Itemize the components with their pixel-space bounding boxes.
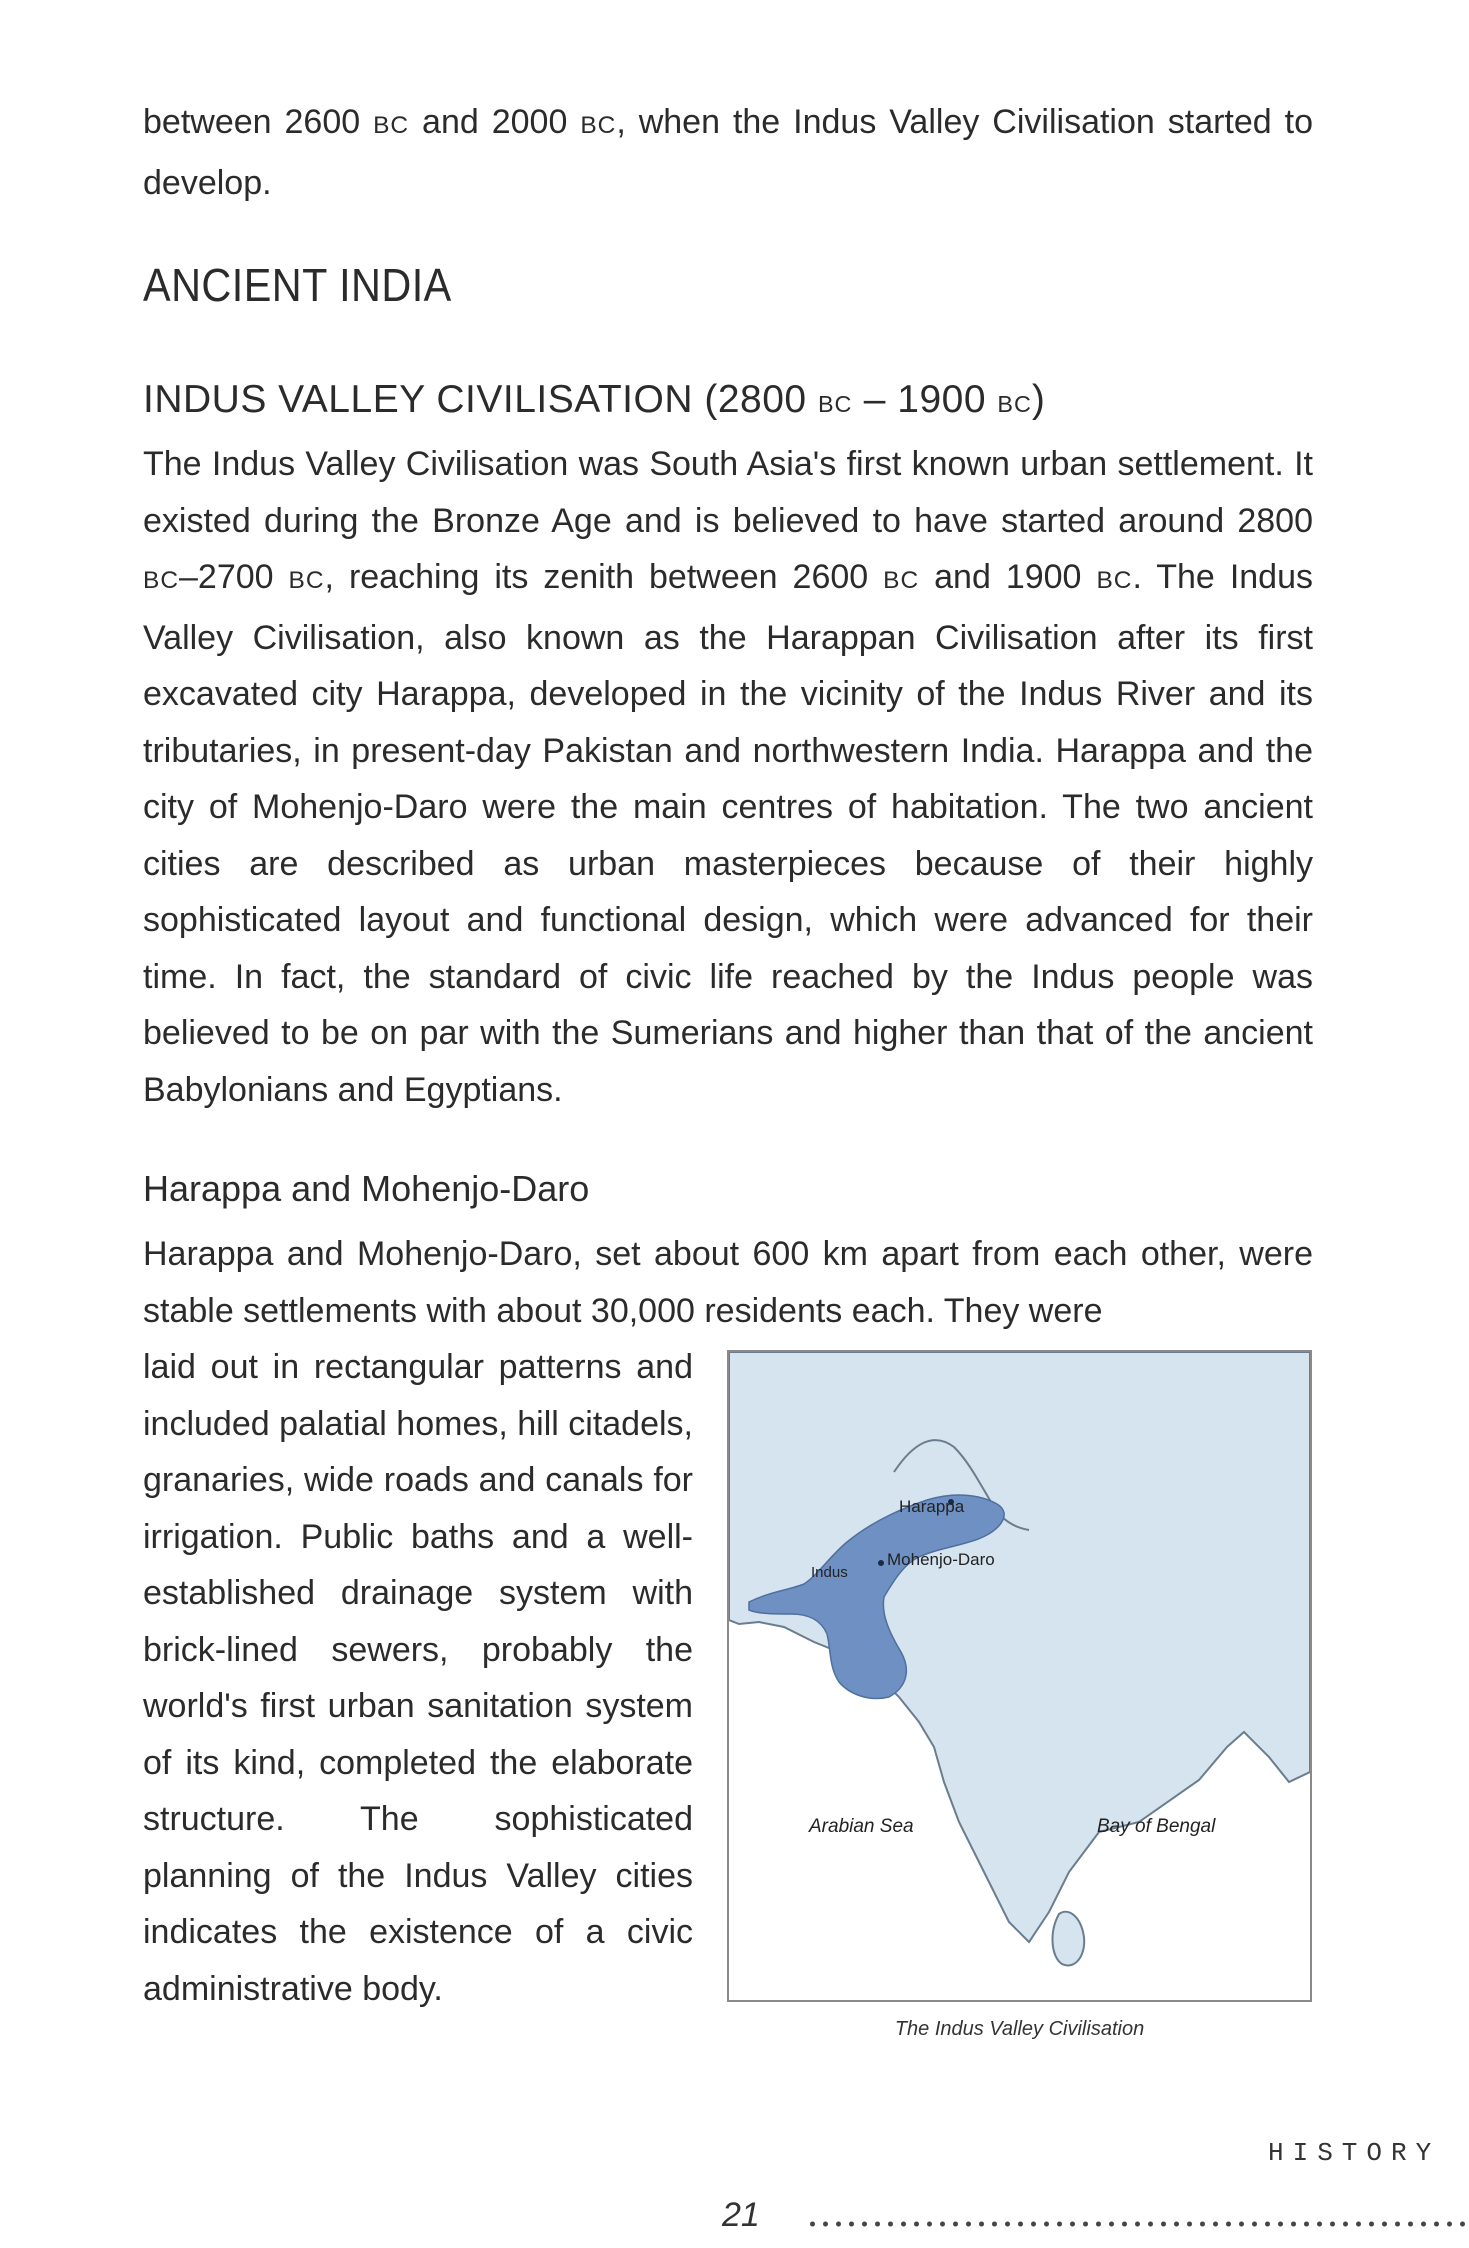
- indus-valley-paragraph: The Indus Valley Civilisation was South Asia's first known urban settlement. It existed during the Bronze Age and is believed to have started around 2800 BC–2700 BC, reaching its zenith between 2600 BC and 1900 BC. The Indus Valley Civilisation, also known as the Harappan Civilisation after its first excavated city Harappa, developed in the vicinity of the Indus River and its tributaries, in present-day Pakistan and northwestern India. Harappa and the city of Mohenjo-Daro were the main centres of habitation. The two ancient cities are described as urban masterpieces because of their highly sophisticated layout and functional design, which were advanced for their time. In fact, the standard of civic life reached by the Indus people was believed to be on par with the Sumerians and higher than that of the ancient Babylonians and Egyptians.: [143, 445, 1313, 1109]
- page-number: 21: [722, 2196, 760, 2234]
- harappa-paragraph-top: Harappa and Mohenjo-Daro, set about 600 km apart from each other, were stable settlements with about 30,000 residents each. They were: [143, 1235, 1313, 1330]
- section-heading: ANCIENT INDIA: [143, 259, 452, 311]
- mohenjo-daro-marker: [878, 1560, 884, 1566]
- map-label-indus: Indus: [811, 1564, 848, 1581]
- indus-valley-map: [727, 1350, 1312, 2002]
- map-label-arabian-sea: Arabian Sea: [809, 1816, 914, 1837]
- harappa-paragraph-wrapped: laid out in rectangular patterns and included palatial homes, hill citadels, granaries, wide roads and canals for irrigation. Public baths and a well-established drainage system with brick-lined sewers, probably the world's first urban sanitation system of its kind, completed the elaborate structure. The sophisticated planning of the Indus Valley cities indicates the existence of a civic administrative body.: [143, 1348, 693, 2008]
- map-label-bay-of-bengal: Bay of Bengal: [1097, 1816, 1216, 1837]
- map-svg: [729, 1352, 1310, 2000]
- map-label-harappa: Harappa: [899, 1497, 965, 1516]
- intro-paragraph: between 2600 BC and 2000 BC, when the Indus Valley Civilisation started to develop.: [143, 103, 1314, 202]
- harappa-heading: Harappa and Mohenjo-Daro: [143, 1168, 590, 1209]
- map-label-mohenjo-daro: Mohenjo-Daro: [887, 1550, 995, 1569]
- subsection-heading: INDUS VALLEY CIVILISATION (2800 BC – 1900 BC): [143, 378, 1046, 421]
- map-caption: The Indus Valley Civilisation: [894, 2018, 1145, 2040]
- dot-leader: [806, 2220, 1469, 2228]
- running-head: HISTORY: [1268, 2138, 1441, 2168]
